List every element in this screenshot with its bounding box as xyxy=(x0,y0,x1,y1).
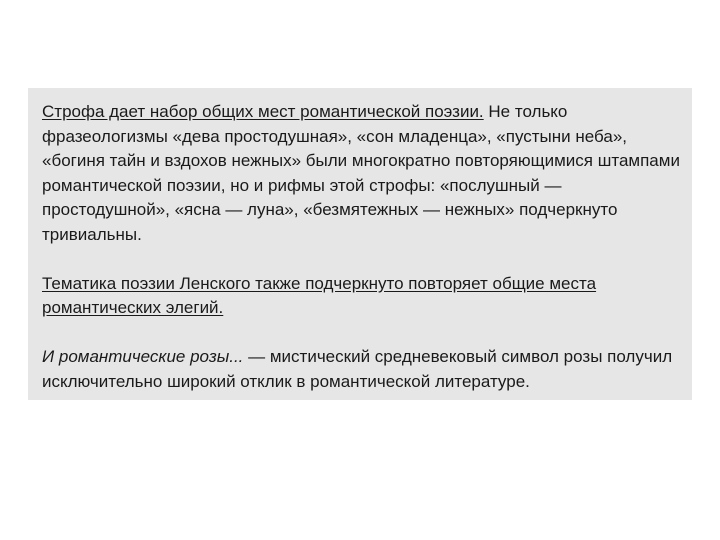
paragraph-3 xyxy=(42,345,682,394)
paragraph-1 xyxy=(42,100,682,247)
paragraph-2 xyxy=(42,272,682,321)
paragraph-3-text: — мистический средневековый символ розы получил исключительно широкий отклик в романтической литературе. xyxy=(42,347,673,391)
slide-content xyxy=(42,100,682,419)
paragraph-1-text: Не только фразеологизмы «дева простодушная», «сон младенца», «пустыни неба», «богиня тайн и вздохов нежных» были многократно повторяющимися штампами романтической поэзии, но и рифмы этой строфы: «послушный — простодушной», «ясна — луна», «безмятежных — нежных» подчеркнуто тривиальны. xyxy=(42,102,680,244)
paragraph-1-underlined-text: Строфа дает набор общих мест романтической поэзии. xyxy=(42,102,484,121)
paragraph-3-italic-text: И романтические розы... xyxy=(42,347,244,366)
text-box xyxy=(28,88,692,400)
paragraph-2-underlined-text: Тематика поэзии Ленского также подчеркнуто повторяет общие места романтических элегий. xyxy=(42,273,597,317)
